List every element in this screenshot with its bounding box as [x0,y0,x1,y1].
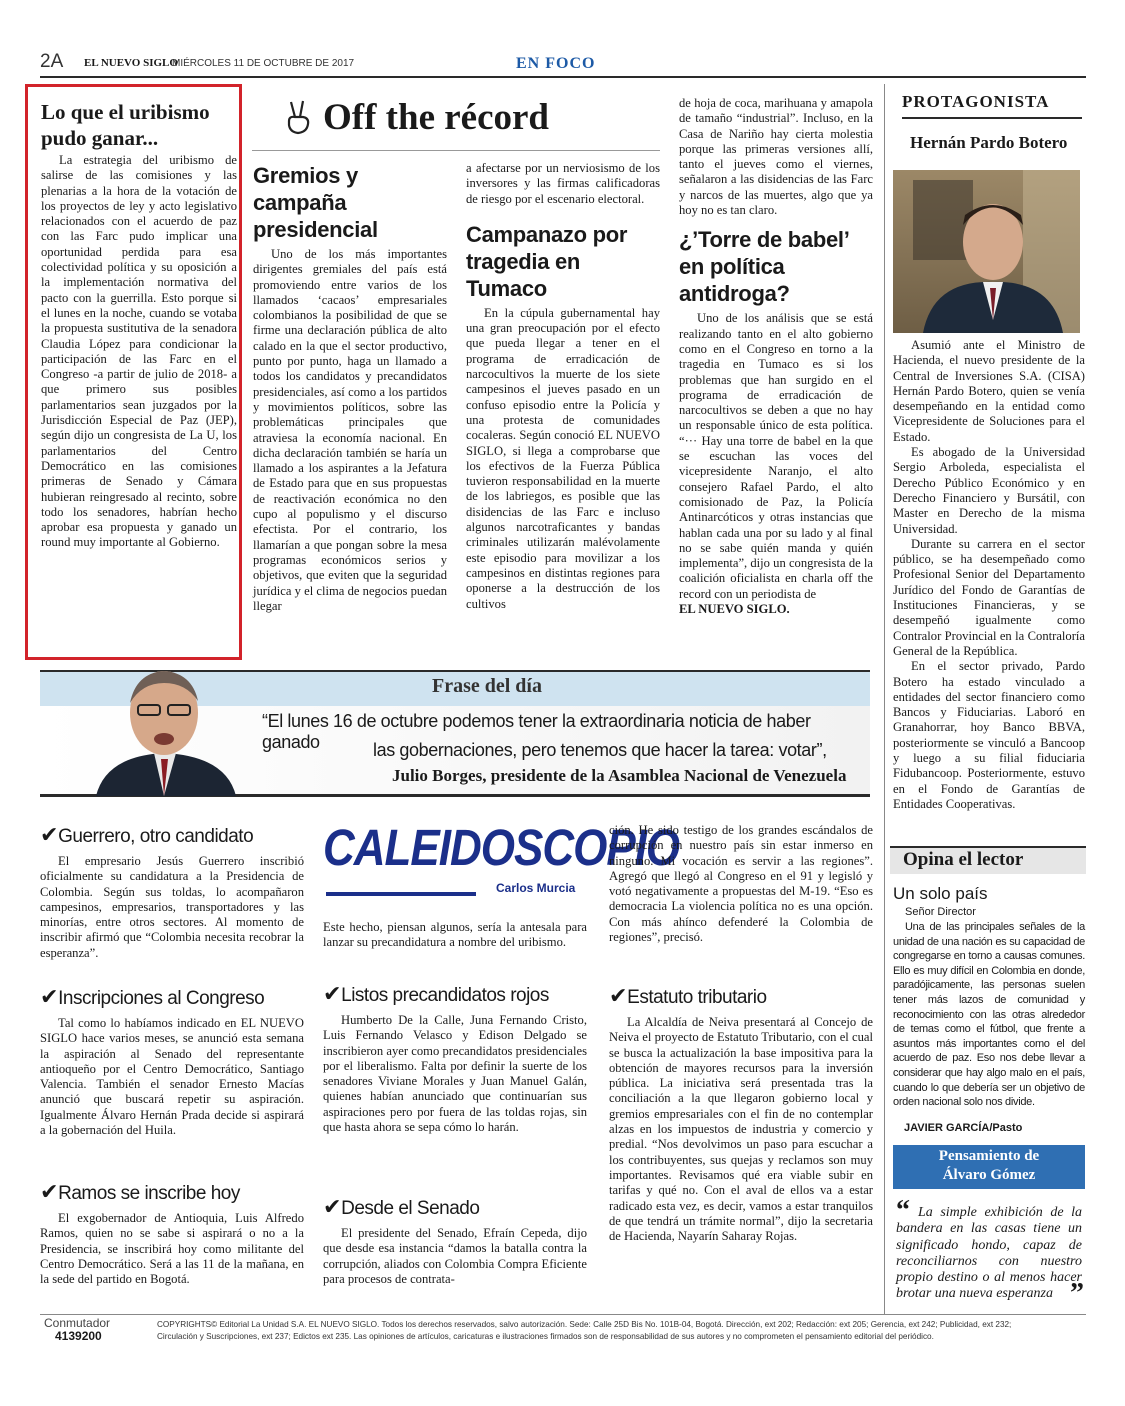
babel-body: Uno de los análisis que se está realizando tanto en el alto gobierno como en el Congreso en torno a la tragedia en Tumaco es si los problemas que han surgido en el programa de erradicación de narcocultivos se deben a que no hay un responsable único de esta política. “··· Hay una torre de babel en la que se escuchan las voces del vicepresidente Naranjo, el alto consejero Rafael Pardo, el alto comisionado de Paz, la Policía Antinarcóticos y otras instancias que hablan cada una por su lado y al final no se sabe quién manda y quién implementa”, dijo un congresista de la coalición oficialista en charla off the record con un periodista de [679,311,873,601]
inscripciones-item [40,985,304,1138]
campanazo-cont: de hoja de coca, marihuana y amapola de tamaño “industrial”. Incluso, en la Casa de Nariño hay cierta molestia porque las primeras versiones allí, tanto el jueves como el viernes, señalaron a las disidencias de las Farc y narcos de las muertes, algo que ya hoy no es tan claro. [679,96,873,218]
paper-name: EL NUEVO SIGLO [84,57,178,69]
check-icon: ✔ [609,984,628,1009]
estatuto-heading [609,984,873,1011]
issue-date: MIÉRCOLES 11 DE OCTUBRE DE 2017 [172,58,355,69]
ramos-item [40,1180,304,1287]
sidebar-divider [884,84,885,1314]
pensamiento-quote: La simple exhibición de la bandera en las casas tiene un significado hondo, capaz de reconciliarnos con nuestro propio destino o al menos hacer brotar una nueva esperanza [896,1205,1082,1302]
protagonista-photo [893,170,1080,333]
estatuto-title: Estatuto tributario [627,987,767,1008]
protagonista-body [893,338,1085,812]
frase-author: Julio Borges, presidente de la Asamblea Nacional de Venezuela [392,766,847,785]
ramos-title: Ramos se inscribe hoy [58,1183,240,1204]
caleidoscopio-author: Carlos Murcia [496,881,576,895]
frase-quote-line2: las gobernaciones, pero tenemos que hacer la tarea: votar”, [373,740,827,760]
protagonista-header: PROTAGONISTA [902,92,1050,111]
senado-heading [323,1195,587,1222]
footer-rule [40,1314,1086,1315]
opina-signature: JAVIER GARCÍA/Pasto [904,1122,1023,1134]
babel-column [679,96,873,617]
victory-hand-icon [283,99,315,135]
inscripciones-body: Tal como lo habíamos indicado en EL NUEVO SIGLO hace varios meses, se anunció esta semana la aspiración al Senado del representante antioqueño por el Centro Democrático, Santiago Valencia. También el senador Ernesto Macías anunció que buscará repetir su aspiración. Igualmente Álvaro Hernán Prada decide si aspirará a la gobernación del Huila. [40,1016,304,1138]
borges-photo [86,661,244,796]
rojos-body: Humberto De la Calle, Juna Fernando Cristo, Luis Fernando Velasco y Edison Delgado se inscribieron ayer como precandidatos presidenciales por el liberalismo. Falta por definir la suerte de los senadores Viviane Morales y Juan Manuel Galán, quienes habían anunciado que continuarían sus aspiraciones pero por fuera de las toldas rojas, sin que hasta ahora se sepa cómo lo harán. [323,1013,587,1135]
gremios-body: Uno de los más importantes dirigentes gremiales del país está promoviendo entre varios de los llamados ‘cacaos’ empresariales colombianos la posibilidad de que se firme una declaración pública de alto calado en la que el sector productivo, punto por punto, haga un llamado a todos los candidatos y precandidatos presidenciales, así como a los partidos y movimientos políticos, sobre las problemáticas principales que atraviesa la economía nacional. En dicha declaración también se haría un llamado a los aspirantes a la Jefatura de Estado para que en sus propuestas de reactivación económica no den cupo al populismo y el discurso efectista. Por el contrario, los llamarían a que pongan sobre la mesa programas económicos serios y objetivos, que eviten que la seguridad jurídica y el clima de negocios puedan llegar [253,247,447,613]
check-icon: ✔ [323,982,342,1007]
protagonista-name: Hernán Pardo Botero [910,133,1068,152]
ramos-body: El exgobernador de Antioquia, Luis Alfredo Ramos, quien no se sabe si aspirará o no a la Presidencia, se inscribirá hoy como militante del Centro Democrático. Será a las 11 de la mañana, en la sede del partido en Bogotá. [40,1211,304,1287]
babel-title: ¿’Torre de babel’ en política antidroga? [679,227,849,307]
section-title: EN FOCO [516,55,596,72]
check-icon: ✔ [40,823,59,848]
header-rule [40,76,1086,78]
senado-body: El presidente del Senado, Efraín Cepeda, dijo que desde esa instancia “damos la batalla contra la corrupción, aliados con Colombia Compra Eficiente para procesos de contrata- [323,1226,587,1286]
protagonista-p4: En el sector privado, Pardo Botero ha estado vinculado a entidades del sector financiero como Bancos y Fiduciarias. Laboró en Granahorrar, hoy Banco BBVA, posteriormente se vinculó a Bancoop y luego a su filial fiduciaria Fidubancoop. Posteriormente, estuvo en el Fondo de Garantías de Entidades Cooperativas. [893,659,1085,811]
caleido-intro [323,920,587,951]
rojos-heading [323,982,587,1009]
caleidoscopio-logo: CALEIDOSCOPIO [323,820,680,877]
senado-cont-block [609,823,873,945]
check-icon: ✔ [323,1195,342,1220]
senado-item [323,1195,587,1287]
gremios-column [253,162,447,614]
campanazo-column [466,161,660,612]
uribismo-body: La estrategia del uribismo de salirse de las comisiones y las plenarias a la hora de la votación de los proyectos de ley y acto legislativo relacionados con el acuerdo de paz con las Farc pudo implicar una oportunidad perdida para esa colectividad política y su oposición a la implementación normativa del pacto con la guerrilla. Esto porque si el lunes en la noche, cuando se votaba la propuesta sustitutiva de la senadora Claudia López para condicionar la participación de las Farc en el Congreso -a partir de julio de 2018- a que primero sus posibles parlamentarios sean juzgados por la Jurisdicción Especial de Paz (JEP), según dijo un congresista de La U, los parlamentarios del Centro Democrático en las comisiones primeras de Senado y Cámara hubieran reingresado al recinto, sobre todo los senadores, habrían hecho aprobar esa propuesta y ganado un round muy importante al Gobierno. [41,153,237,550]
estatuto-body: La Alcaldía de Neiva presentará al Concejo de Neiva el proyecto de Estatuto Tributario, con el cual se busca la actualización la base impositiva para la obtención de mayores recursos para la inversión pública. La iniciativa será presentada tras la conciliación a la que llegaron gobierno local y gremios empresariales con el fin de no contemplar alzas en los impuestos de industria y comercio y predial. “Nos devolvimos un paso para escuchar a los contribuyentes, sus quejas y reclamos son muy importantes. Revisamos qué era viable subir en tarifas y qué no. Con el aval de ellos va a estar radicado esta vez, es decir, vamos a estar tranquilos de que tendrá un trámite normal”, dijo la secretaria de Hacienda, Nayarín Saharay Rojas. [609,1015,873,1244]
campanazo-body: En la cúpula gubernamental hay una gran preocupación por el efecto que pueda llegar a tener en el programa de erradicación de narcocultivos la muerte de los siete campesinos el jueves pasado en un confuso episodio entre la Policía y una protesta de comunidades cocaleras. Según conoció EL NUEVO SIGLO, si llega a comprobarse que los efectivos de la Fuerza Pública tuvieron responsabilidad en la muerte de los labriegos, es posible que las disidencias de las Farc e incluso algunos narcotraficantes y bandas criminales utilizarán malévolamente este episodio para movilizar a los campesinos en distintas regiones para oponerse a la destrucción de los cultivos [466,305,660,611]
footer-line1: COPYRIGHTS© Editorial La Unidad S.A. EL NUEVO SIGLO. Todos los derechos reservados, salvo autorización. Sede: Calle 25D Bis No. 101B-04, Bogotá. Dirección, ext 202; Redacción: ext 205; Gerencia, ext 242; Publicidad, ext 232; [157,1320,1012,1329]
footer-line2: Circulación y Suscripciones, ext 237; Edictos ext 235. Las opiniones de artículos, caricaturas e ilustraciones firmados son de responsabilidad de sus autores y no comprometen el pensamiento editorial del periódico. [157,1332,934,1341]
senado-title: Desde el Senado [341,1198,480,1219]
opina-header: Opina el lector [903,849,1024,870]
guerrero-title: Guerrero, otro candidato [58,826,254,847]
rojos-item [323,982,587,1135]
inscripciones-title: Inscripciones al Congreso [58,988,265,1009]
opina-salutation: Señor Director [905,906,976,918]
off-record-title: Off the récord [323,97,550,138]
frase-header: Frase del día [432,675,542,697]
gremios-cont: a afectarse por un nerviosismo de los inversores y las firmas calificadoras de riesgo por el escenario electoral. [466,161,660,206]
caleido-body: Este hecho, piensan algunos, sería la antesala para lanzar su precandidatura a nombre del uribismo. [323,920,587,950]
gremios-title: Gremios y campaña presidencial [253,163,378,242]
guerrero-body: El empresario Jesús Guerrero inscribió oficialmente su candidatura a la Presidencia de Colombia. Según sus toldas, lo acompañaron campesinos, empresarios, transportadores y las minorías, entre otros sectores. Al momento de inscribir afirmó que “Colombia necesita recobrar la esperanza”. [40,854,304,960]
pensamiento-header-l2: Álvaro Gómez [942,1167,1036,1183]
protagonista-p2: Es abogado de la Universidad Sergio Arboleda, especialista el Derecho Público Económico y en Derecho Financiero y Bursátil, con Master en Derecho de la misma Universidad. [893,445,1085,536]
protagonista-p3: Durante su carrera en el sector público, se ha desempeñado como Profesional Senior del Departamento Jurídico del Fondo de Garantías de Instituciones Financieras, y se desempeñó igualmente como Contralor Provincial en la Contraloría General de la República. [893,536,1085,658]
pensamiento-header-l1: Pensamiento de [938,1148,1040,1164]
protagonista-p1: Asumió ante el Ministro de Hacienda, el nuevo presidente de la Central de Inversiones S.A. (CISA) Hernán Pardo Botero, quien se venía desempeñando en la entidad como Vicepresidente de Soluciones para el Estado. [893,338,1085,444]
caleidoscopio-rule [326,892,476,896]
uribismo-title: Lo que el uribismo pudo ganar... [41,100,210,150]
protagonista-rule [902,117,1082,119]
check-icon: ✔ [40,985,59,1010]
opina-title: Un solo país [893,884,988,903]
campanazo-title: Campanazo por tragedia en Tumaco [466,221,628,301]
uribismo-box [25,84,242,660]
page-number: 2A [40,51,64,72]
frase-quote-line1: “El lunes 16 de octubre podemos tener la extraordinaria noticia de haber ganado [262,711,811,752]
estatuto-item [609,984,873,1244]
senado-cont: ción. He sido testigo de los grandes escándalos de corrupción en nuestro país sin estar inmerso en ninguno. Mi vocación es servir a las regiones”. Agregó que llegó al Congreso en el 91 y legisló y votó negativamente a propuestas del M-19. “Eso es democracia La violencia política no es una opción. Con más ahínco defenderé la Colombia de regiones”, precisó. [609,823,873,945]
inscripciones-heading [40,985,304,1012]
guerrero-heading [40,823,304,850]
guerrero-item [40,823,304,961]
pensamiento-close-quote: ” [1070,1278,1084,1309]
conmutador-number: 4139200 [55,1329,102,1343]
ramos-heading [40,1180,304,1207]
conmutador-label: Conmutador [44,1316,111,1330]
pensamiento-open-quote: “ [896,1195,910,1226]
rojos-title: Listos precandidatos rojos [341,985,549,1006]
check-icon: ✔ [40,1180,59,1205]
off-record-rule [252,150,660,151]
opina-body: Una de las principales señales de la unidad de una nación es su capacidad de congregarse en torno a causas comunes. Ello es muy difícil en Colombia en donde, paradójicamente, las personas suelen tener más lazos de comunidad y reconocimiento con las otras alrededor de temas como el fútbol, que frente a asuntos más importantes como el del acuerdo de paz. Eso nos debe llevar a considerar que hay algo malo en el país, cuando lo que debería ser un objetivo de orden nacional solo nos divide. [893,921,1085,1109]
babel-end: EL NUEVO SIGLO. [679,602,790,617]
